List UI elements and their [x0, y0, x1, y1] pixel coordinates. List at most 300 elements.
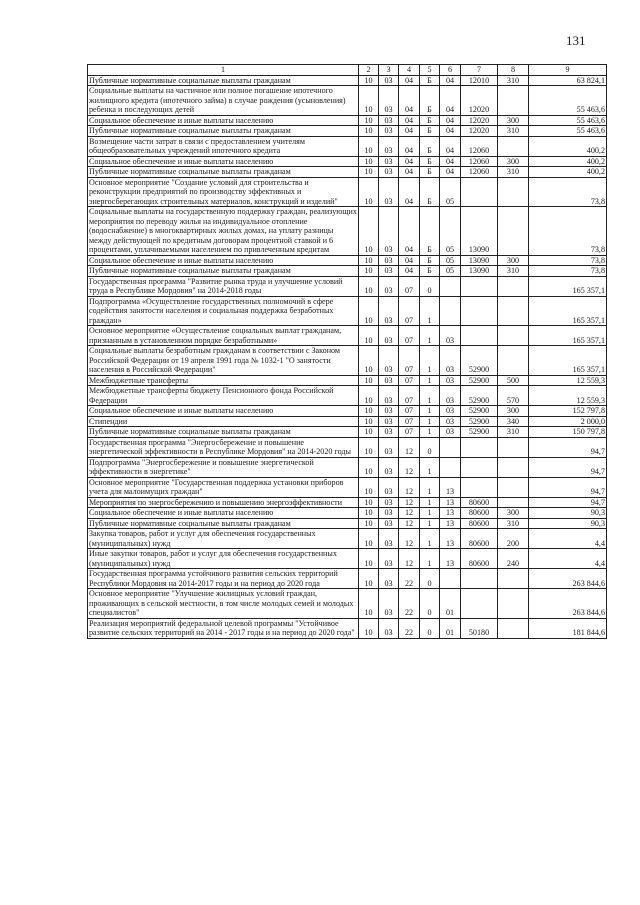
row-name-cell: Публичные нормативные социальные выплаты гражданам — [88, 427, 359, 438]
expense-type-cell — [498, 207, 529, 256]
subprogram-code-cell: Б — [420, 86, 440, 116]
expense-type-cell — [498, 296, 529, 326]
direction-code-cell: 12060 — [461, 167, 498, 178]
column-header: 7 — [461, 65, 498, 76]
direction-code-cell: 12060 — [461, 156, 498, 167]
column-header: 2 — [359, 65, 379, 76]
program-code-cell: 12 — [399, 477, 420, 497]
amount-cell: 400,2 — [529, 156, 607, 167]
row-name-cell: Публичные нормативные социальные выплаты гражданам — [88, 126, 359, 137]
row-name-cell: Социальное обеспечение и иные выплаты населению — [88, 508, 359, 519]
program-code-cell: 07 — [399, 296, 420, 326]
row-name-cell: Публичные нормативные социальные выплаты гражданам — [88, 518, 359, 529]
table-row — [88, 255, 607, 266]
table-row — [88, 86, 607, 116]
table-row — [88, 375, 607, 386]
expense-type-cell — [498, 589, 529, 619]
amount-cell: 55 463,6 — [529, 126, 607, 137]
table-row — [88, 136, 607, 156]
program-code-cell: 12 — [399, 508, 420, 519]
direction-code-cell: 80600 — [461, 497, 498, 508]
expense-type-cell: 310 — [498, 427, 529, 438]
program-code-cell: 04 — [399, 136, 420, 156]
expense-type-cell — [498, 497, 529, 508]
direction-code-cell — [461, 437, 498, 457]
amount-cell: 165 357,1 — [529, 276, 607, 296]
subprogram-code-cell: 1 — [420, 326, 440, 346]
amount-cell: 73,8 — [529, 177, 607, 207]
table-row — [88, 508, 607, 519]
table-row — [88, 346, 607, 376]
table-row — [88, 569, 607, 589]
expense-type-cell — [498, 437, 529, 457]
expense-type-cell: 300 — [498, 115, 529, 126]
subsection-code-cell: 03 — [379, 156, 399, 167]
program-code-cell: 07 — [399, 386, 420, 406]
direction-code-cell: 52900 — [461, 346, 498, 376]
program-code-cell: 07 — [399, 416, 420, 427]
program-code-cell: 04 — [399, 126, 420, 137]
row-name-cell: Подпрограмма «Осуществление государственных полномочий в сфере содействия занятости населения и социальная поддержка безработных граждан» — [88, 296, 359, 326]
program-code-cell: 07 — [399, 346, 420, 376]
column-header: 5 — [420, 65, 440, 76]
table-row — [88, 589, 607, 619]
measure-code-cell — [440, 296, 461, 326]
section-code-cell: 10 — [359, 86, 379, 116]
row-name-cell: Основное мероприятие "Государственная поддержка установки приборов учета для малоимущих граждан" — [88, 477, 359, 497]
section-code-cell: 10 — [359, 569, 379, 589]
direction-code-cell — [461, 296, 498, 326]
measure-code-cell: 13 — [440, 529, 461, 549]
measure-code-cell: 03 — [440, 406, 461, 417]
expense-type-cell: 340 — [498, 416, 529, 427]
direction-code-cell: 12020 — [461, 115, 498, 126]
expense-type-cell — [498, 346, 529, 376]
section-code-cell: 10 — [359, 508, 379, 519]
budget-table — [87, 64, 607, 639]
subsection-code-cell: 03 — [379, 255, 399, 266]
direction-code-cell: 12020 — [461, 126, 498, 137]
subsection-code-cell: 03 — [379, 346, 399, 376]
section-code-cell: 10 — [359, 346, 379, 376]
section-code-cell: 10 — [359, 518, 379, 529]
direction-code-cell — [461, 589, 498, 619]
expense-type-cell: 300 — [498, 406, 529, 417]
program-code-cell: 22 — [399, 618, 420, 638]
measure-code-cell — [440, 457, 461, 477]
amount-cell: 400,2 — [529, 136, 607, 156]
direction-code-cell: 13090 — [461, 266, 498, 277]
row-name-cell: Социальное обеспечение и иные выплаты населению — [88, 156, 359, 167]
section-code-cell: 10 — [359, 386, 379, 406]
measure-code-cell: 03 — [440, 386, 461, 406]
subsection-code-cell: 03 — [379, 569, 399, 589]
subprogram-code-cell: 0 — [420, 589, 440, 619]
direction-code-cell: 12020 — [461, 86, 498, 116]
subsection-code-cell: 03 — [379, 326, 399, 346]
measure-code-cell: 04 — [440, 126, 461, 137]
direction-code-cell: 80600 — [461, 518, 498, 529]
direction-code-cell: 52900 — [461, 386, 498, 406]
row-name-cell: Возмещение части затрат в связи с предоставлением учителям общеобразовательных учреждений ипотечного кредита — [88, 136, 359, 156]
subsection-code-cell: 03 — [379, 618, 399, 638]
subsection-code-cell: 03 — [379, 266, 399, 277]
amount-cell: 263 844,6 — [529, 589, 607, 619]
program-code-cell: 04 — [399, 156, 420, 167]
measure-code-cell — [440, 276, 461, 296]
measure-code-cell: 05 — [440, 177, 461, 207]
expense-type-cell — [498, 477, 529, 497]
expense-type-cell — [498, 86, 529, 116]
amount-cell: 165 357,1 — [529, 326, 607, 346]
column-header: 4 — [399, 65, 420, 76]
expense-type-cell — [498, 276, 529, 296]
subsection-code-cell: 03 — [379, 477, 399, 497]
amount-cell: 165 357,1 — [529, 296, 607, 326]
subsection-code-cell: 03 — [379, 115, 399, 126]
amount-cell: 94,7 — [529, 457, 607, 477]
subsection-code-cell: 03 — [379, 529, 399, 549]
measure-code-cell: 03 — [440, 326, 461, 346]
program-code-cell: 04 — [399, 255, 420, 266]
expense-type-cell: 570 — [498, 386, 529, 406]
section-code-cell: 10 — [359, 126, 379, 137]
table-row — [88, 518, 607, 529]
row-name-cell: Социальное обеспечение и иные выплаты населению — [88, 115, 359, 126]
expense-type-cell — [498, 618, 529, 638]
program-code-cell: 22 — [399, 589, 420, 619]
subprogram-code-cell: 1 — [420, 296, 440, 326]
column-header: 1 — [88, 65, 359, 76]
expense-type-cell: 310 — [498, 266, 529, 277]
row-name-cell: Социальные выплаты на государственную поддержку граждан, реализующих мероприятия по переводу жилья на индивидуальное отопление (водоснабжение) в многоквартирных жилых домах, на уплату разницы между действующей по кредитным договорам процентной ставкой и 6 процентами, уплачиваемыми населением по привлеченным кредитам — [89, 207, 357, 254]
amount-cell: 63 824,1 — [529, 75, 607, 86]
direction-code-cell — [461, 326, 498, 346]
row-name-cell: Публичные нормативные социальные выплаты гражданам — [88, 167, 359, 178]
amount-cell: 165 357,1 — [529, 346, 607, 376]
subprogram-code-cell: 1 — [420, 529, 440, 549]
table-row — [88, 326, 607, 346]
expense-type-cell: 300 — [498, 508, 529, 519]
row-name-cell: Публичные нормативные социальные выплаты гражданам — [88, 266, 359, 277]
section-code-cell: 10 — [359, 136, 379, 156]
program-code-cell: 04 — [399, 266, 420, 277]
amount-cell: 73,8 — [529, 207, 607, 256]
measure-code-cell: 03 — [440, 416, 461, 427]
subsection-code-cell: 03 — [379, 549, 399, 569]
program-code-cell: 12 — [399, 529, 420, 549]
table-row — [88, 416, 607, 427]
amount-cell: 90,3 — [529, 518, 607, 529]
program-code-cell: 22 — [399, 569, 420, 589]
direction-code-cell: 13090 — [461, 255, 498, 266]
subprogram-code-cell: 1 — [420, 477, 440, 497]
measure-code-cell: 03 — [440, 375, 461, 386]
table-row — [88, 618, 607, 638]
expense-type-cell: 310 — [498, 75, 529, 86]
measure-code-cell: 04 — [440, 167, 461, 178]
subsection-code-cell: 03 — [379, 136, 399, 156]
table-row — [88, 477, 607, 497]
program-code-cell: 04 — [399, 115, 420, 126]
amount-cell: 400,2 — [529, 167, 607, 178]
direction-code-cell: 13090 — [461, 207, 498, 256]
subprogram-code-cell: 1 — [420, 497, 440, 508]
expense-type-cell — [498, 326, 529, 346]
direction-code-cell: 80600 — [461, 508, 498, 519]
amount-cell: 150 797,8 — [529, 427, 607, 438]
table-row — [88, 457, 607, 477]
measure-code-cell — [440, 569, 461, 589]
program-code-cell: 07 — [399, 406, 420, 417]
row-name-cell: Публичные нормативные социальные выплаты гражданам — [88, 75, 359, 86]
program-code-cell: 04 — [399, 75, 420, 86]
subsection-code-cell: 03 — [379, 406, 399, 417]
program-code-cell: 07 — [399, 427, 420, 438]
program-code-cell: 12 — [399, 457, 420, 477]
program-code-cell: 12 — [399, 437, 420, 457]
table-row — [88, 177, 607, 207]
table-row — [88, 529, 607, 549]
table-row — [88, 156, 607, 167]
section-code-cell: 10 — [359, 156, 379, 167]
direction-code-cell: 52900 — [461, 406, 498, 417]
section-code-cell: 10 — [359, 589, 379, 619]
amount-cell: 73,8 — [529, 255, 607, 266]
direction-code-cell — [461, 477, 498, 497]
row-name-cell: Стипендии — [88, 416, 359, 427]
measure-code-cell: 03 — [440, 346, 461, 376]
section-code-cell: 10 — [359, 255, 379, 266]
column-header-row — [88, 65, 607, 76]
subsection-code-cell: 03 — [379, 518, 399, 529]
program-code-cell: 07 — [399, 276, 420, 296]
subsection-code-cell: 03 — [379, 497, 399, 508]
row-name-cell: Государственная программа устойчивого развития сельских территорий Республики Мордовия на 2014-2017 годы и на период до 2020 года — [88, 569, 359, 589]
amount-cell: 4,4 — [529, 529, 607, 549]
section-code-cell: 10 — [359, 115, 379, 126]
section-code-cell: 10 — [359, 529, 379, 549]
measure-code-cell: 04 — [440, 86, 461, 116]
row-name-cell: Мероприятия по энергосбережению и повышению энергоэффективности — [88, 497, 359, 508]
subprogram-code-cell: 1 — [420, 508, 440, 519]
section-code-cell: 10 — [359, 177, 379, 207]
section-code-cell: 10 — [359, 326, 379, 346]
amount-cell: 94,7 — [529, 477, 607, 497]
section-code-cell: 10 — [359, 477, 379, 497]
expense-type-cell — [498, 569, 529, 589]
table-row — [88, 427, 607, 438]
direction-code-cell: 52900 — [461, 416, 498, 427]
direction-code-cell — [461, 177, 498, 207]
expense-type-cell: 310 — [498, 518, 529, 529]
table-row — [88, 126, 607, 137]
subprogram-code-cell: 0 — [420, 276, 440, 296]
program-code-cell: 04 — [399, 86, 420, 116]
direction-code-cell — [461, 276, 498, 296]
section-code-cell: 10 — [359, 549, 379, 569]
measure-code-cell: 04 — [440, 75, 461, 86]
direction-code-cell: 80600 — [461, 549, 498, 569]
program-code-cell: 12 — [399, 518, 420, 529]
program-code-cell: 07 — [399, 375, 420, 386]
amount-cell: 12 559,3 — [529, 386, 607, 406]
section-code-cell: 10 — [359, 427, 379, 438]
row-name-cell: Социальное обеспечение и иные выплаты населению — [88, 406, 359, 417]
direction-code-cell: 52900 — [461, 427, 498, 438]
table-row — [88, 75, 607, 86]
expense-type-cell: 240 — [498, 549, 529, 569]
section-code-cell: 10 — [359, 207, 379, 256]
subsection-code-cell: 03 — [379, 589, 399, 619]
subsection-code-cell: 03 — [379, 177, 399, 207]
direction-code-cell: 80600 — [461, 529, 498, 549]
section-code-cell: 10 — [359, 406, 379, 417]
amount-cell: 4,4 — [529, 549, 607, 569]
subsection-code-cell: 03 — [379, 296, 399, 326]
subprogram-code-cell: 0 — [420, 618, 440, 638]
section-code-cell: 10 — [359, 375, 379, 386]
expense-type-cell: 300 — [498, 156, 529, 167]
section-code-cell: 10 — [359, 266, 379, 277]
column-header: 8 — [498, 65, 529, 76]
expense-type-cell — [498, 136, 529, 156]
row-name-cell: Реализация мероприятий федеральной целевой программы "Устойчивое развитие сельских территорий на 2014 - 2017 годы и на период до 2020 года" — [88, 618, 359, 638]
direction-code-cell: 12010 — [461, 75, 498, 86]
table-row — [88, 276, 607, 296]
section-code-cell: 10 — [359, 416, 379, 427]
amount-cell: 55 463,6 — [529, 86, 607, 116]
row-name-cell: Социальные выплаты на частичное или полное погашение ипотечного жилищного кредита (ипотечного займа) в случае рождения (усыновления) ребенка и последующих детей — [88, 86, 359, 116]
column-header: 6 — [440, 65, 461, 76]
direction-code-cell — [461, 457, 498, 477]
direction-code-cell: 52900 — [461, 375, 498, 386]
section-code-cell: 10 — [359, 457, 379, 477]
measure-code-cell: 04 — [440, 136, 461, 156]
program-code-cell: 12 — [399, 549, 420, 569]
amount-cell: 55 463,6 — [529, 115, 607, 126]
amount-cell: 2 000,0 — [529, 416, 607, 427]
amount-cell: 12 559,3 — [529, 375, 607, 386]
measure-code-cell — [440, 437, 461, 457]
program-code-cell: 07 — [399, 326, 420, 346]
row-name-cell: Межбюджетные трансферты — [88, 375, 359, 386]
row-name-cell: Социальные выплаты безработным гражданам в соответствии с Законом Российской Федерации от 19 апреля 1991 года № 1032-1 "О занятости населения в Российской Федерации" — [88, 346, 359, 376]
section-code-cell: 10 — [359, 75, 379, 86]
subsection-code-cell: 03 — [379, 416, 399, 427]
measure-code-cell: 01 — [440, 618, 461, 638]
subprogram-code-cell: Б — [420, 115, 440, 126]
row-name-cell: Основное мероприятие "Улучшение жилищных условий граждан, проживающих в сельской местности, в том числе молодых семей и молодых специалистов" — [88, 589, 359, 619]
measure-code-cell: 05 — [440, 255, 461, 266]
measure-code-cell: 04 — [440, 115, 461, 126]
subprogram-code-cell: 1 — [420, 375, 440, 386]
subprogram-code-cell: 1 — [420, 406, 440, 417]
row-name-cell: Иные закупки товаров, работ и услуг для обеспечения государственных (муниципальных) нужд — [88, 549, 359, 569]
table-row — [88, 207, 607, 256]
subprogram-code-cell: Б — [420, 136, 440, 156]
direction-code-cell: 12060 — [461, 136, 498, 156]
subsection-code-cell: 03 — [379, 508, 399, 519]
program-code-cell: 12 — [399, 497, 420, 508]
subprogram-code-cell: 1 — [420, 346, 440, 376]
section-code-cell: 10 — [359, 618, 379, 638]
subsection-code-cell: 03 — [379, 167, 399, 178]
row-name-cell: Подпрограмма "Энергосбережение и повышение энергетической эффективности в энергетике" — [88, 457, 359, 477]
table-row — [88, 406, 607, 417]
subprogram-code-cell: Б — [420, 207, 440, 256]
section-code-cell: 10 — [359, 276, 379, 296]
subprogram-code-cell: 1 — [420, 457, 440, 477]
subprogram-code-cell: Б — [420, 177, 440, 207]
subprogram-code-cell: Б — [420, 126, 440, 137]
page-number: 131 — [566, 33, 586, 48]
amount-cell: 263 844,6 — [529, 569, 607, 589]
expense-type-cell: 310 — [498, 167, 529, 178]
expense-type-cell: 200 — [498, 529, 529, 549]
subprogram-code-cell: 1 — [420, 386, 440, 406]
subprogram-code-cell: Б — [420, 266, 440, 277]
expense-type-cell — [498, 457, 529, 477]
subprogram-code-cell: 0 — [420, 569, 440, 589]
subprogram-code-cell: 1 — [420, 416, 440, 427]
subsection-code-cell: 03 — [379, 75, 399, 86]
section-code-cell: 10 — [359, 296, 379, 326]
measure-code-cell: 01 — [440, 589, 461, 619]
subsection-code-cell: 03 — [379, 375, 399, 386]
direction-code-cell: 50180 — [461, 618, 498, 638]
table-row — [88, 497, 607, 508]
table-row — [88, 386, 607, 406]
subprogram-code-cell: 0 — [420, 437, 440, 457]
amount-cell: 152 797,8 — [529, 406, 607, 417]
subprogram-code-cell: Б — [420, 156, 440, 167]
table-row — [88, 296, 607, 326]
expense-type-cell: 310 — [498, 126, 529, 137]
section-code-cell: 10 — [359, 437, 379, 457]
measure-code-cell: 05 — [440, 266, 461, 277]
subprogram-code-cell: Б — [420, 167, 440, 178]
program-code-cell: 04 — [399, 207, 420, 256]
table-row — [88, 437, 607, 457]
column-header: 3 — [379, 65, 399, 76]
row-name-cell: Основное мероприятие "Создание условий для строительства и реконструкции предприятий по производству эффективных и энергосберегающих строительных материалов, конструкций и изделий" — [88, 177, 359, 207]
program-code-cell: 04 — [399, 167, 420, 178]
column-header: 9 — [529, 65, 607, 76]
measure-code-cell: 03 — [440, 427, 461, 438]
expense-type-cell: 500 — [498, 375, 529, 386]
subprogram-code-cell: 1 — [420, 549, 440, 569]
amount-cell: 90,3 — [529, 508, 607, 519]
row-name-cell: Основное мероприятие «Осуществление социальных выплат гражданам, признанным в установленном порядке безработными» — [88, 326, 359, 346]
subsection-code-cell: 03 — [379, 126, 399, 137]
row-name-cell: Государственная программа "Развитие рынка труда и улучшение условий труда в Республике Мордовия" на 2014-2018 годы — [88, 276, 359, 296]
subsection-code-cell: 03 — [379, 457, 399, 477]
section-code-cell: 10 — [359, 167, 379, 178]
table-row — [88, 115, 607, 126]
row-name-cell: Социальное обеспечение и иные выплаты населению — [88, 255, 359, 266]
table-row — [88, 167, 607, 178]
subprogram-code-cell: Б — [420, 75, 440, 86]
measure-code-cell: 13 — [440, 518, 461, 529]
measure-code-cell: 13 — [440, 497, 461, 508]
measure-code-cell: 13 — [440, 477, 461, 497]
program-code-cell: 04 — [399, 177, 420, 207]
measure-code-cell: 04 — [440, 156, 461, 167]
measure-code-cell: 13 — [440, 508, 461, 519]
table-row — [88, 266, 607, 277]
subsection-code-cell: 03 — [379, 427, 399, 438]
